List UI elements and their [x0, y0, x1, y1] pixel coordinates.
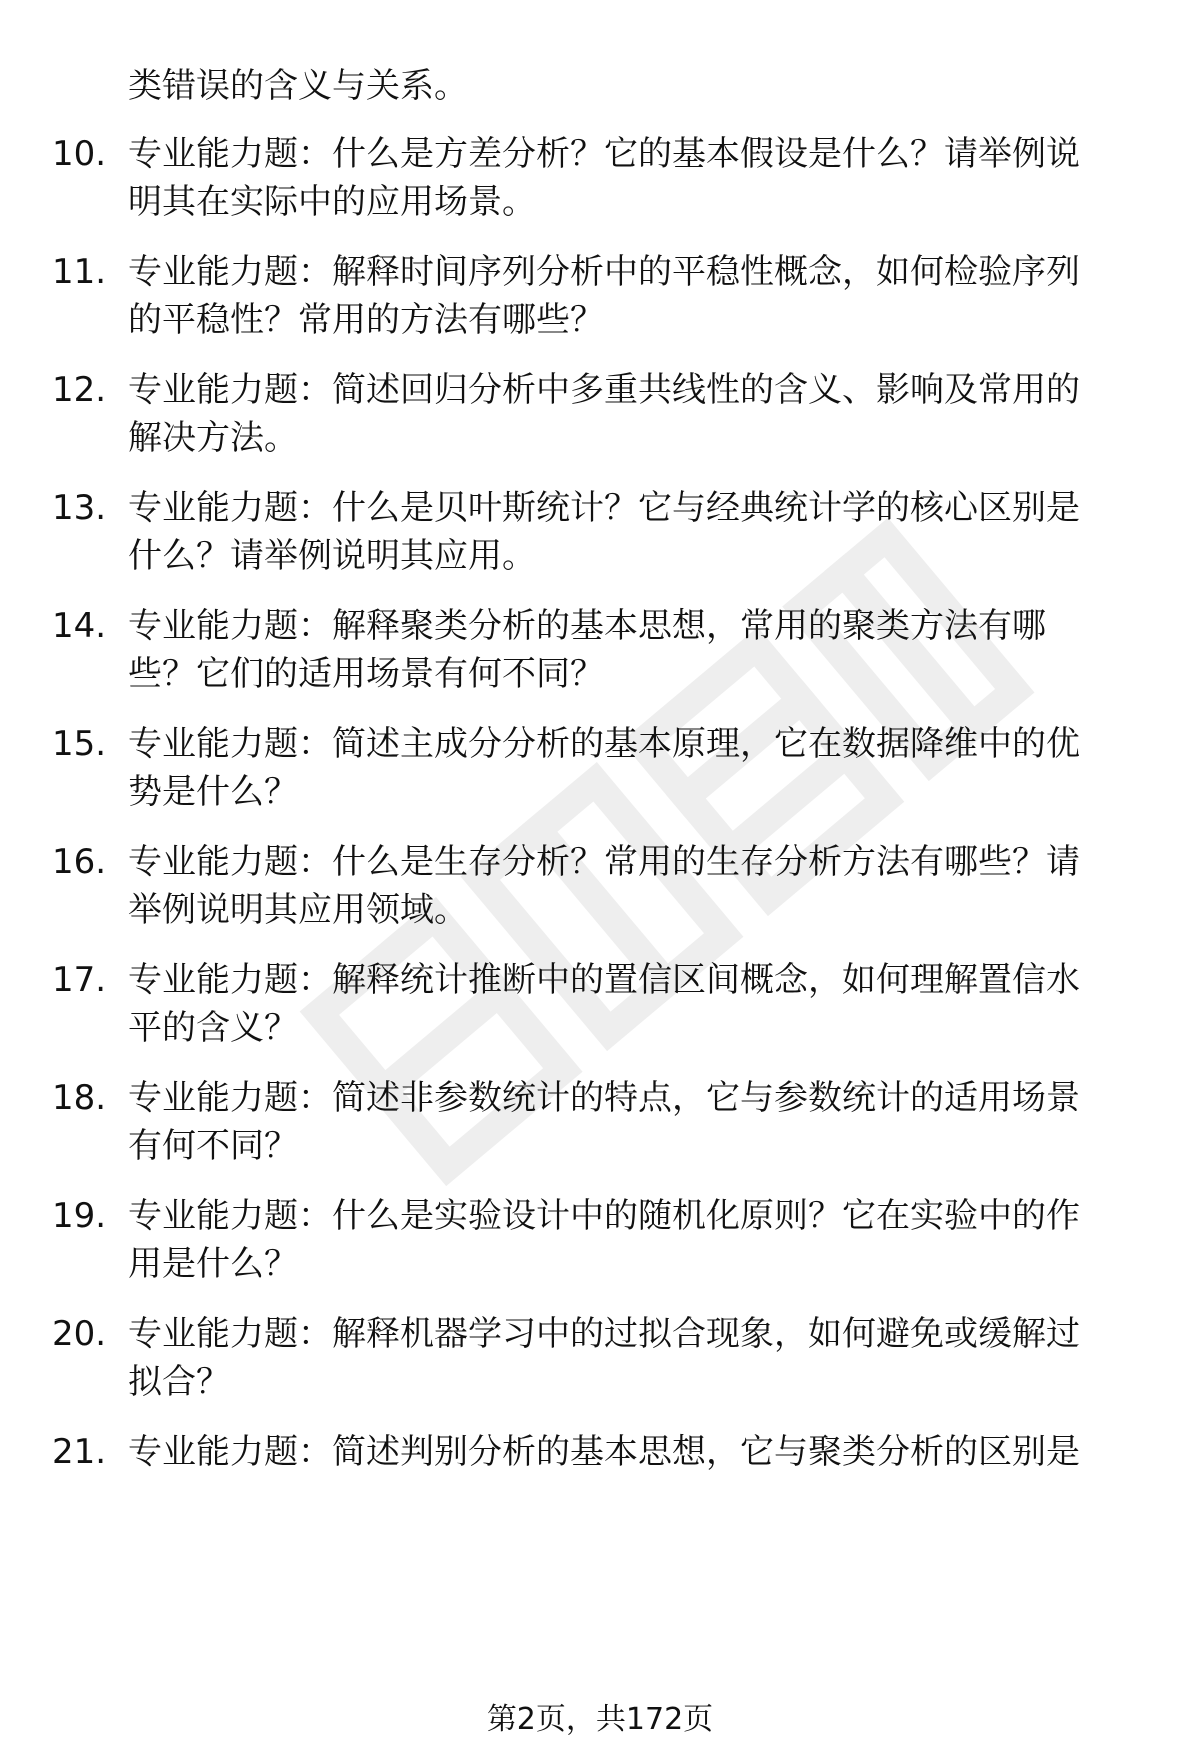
question-text-line: 专业能力题：什么是贝叶斯统计？它与经典统计学的核心区别是 — [128, 488, 1080, 528]
question-item — [0, 366, 1200, 476]
question-item — [0, 602, 1200, 712]
question-number: 19. — [52, 1196, 107, 1236]
question-text-line: 专业能力题：解释聚类分析的基本思想，常用的聚类方法有哪 — [128, 606, 1046, 646]
question-text-line: 专业能力题：简述判别分析的基本思想，它与聚类分析的区别是 — [128, 1432, 1080, 1472]
question-text-line: 专业能力题：简述主成分分析的基本原理，它在数据降维中的优 — [128, 724, 1080, 764]
question-text-line: 势是什么？ — [128, 772, 298, 812]
question-number: 21. — [52, 1432, 107, 1472]
question-number: 17. — [52, 960, 107, 1000]
question-number: 13. — [52, 488, 107, 528]
question-text-line: 什么？请举例说明其应用。 — [128, 536, 536, 576]
question-text-line: 举例说明其应用领域。 — [128, 890, 468, 930]
question-item — [0, 1074, 1200, 1184]
question-number: 15. — [52, 724, 107, 764]
question-number: 16. — [52, 842, 107, 882]
question-text-line: 用是什么？ — [128, 1244, 298, 1284]
question-number: 14. — [52, 606, 107, 646]
question-item — [0, 130, 1200, 240]
question-text-line: 解决方法。 — [128, 418, 298, 458]
question-item — [0, 956, 1200, 1066]
question-item — [0, 484, 1200, 594]
question-item — [0, 838, 1200, 948]
question-number: 18. — [52, 1078, 107, 1118]
question-text-line: 专业能力题：什么是生存分析？常用的生存分析方法有哪些？请 — [128, 842, 1080, 882]
question-text-line: 平的含义？ — [128, 1008, 298, 1048]
question-text-line: 的平稳性？常用的方法有哪些？ — [128, 300, 604, 340]
question-text-line: 专业能力题：解释机器学习中的过拟合现象，如何避免或缓解过 — [128, 1314, 1080, 1354]
question-item — [0, 248, 1200, 358]
question-item — [0, 1192, 1200, 1302]
question-number: 10. — [52, 134, 107, 174]
question-text-line: 明其在实际中的应用场景。 — [128, 182, 536, 222]
question-text-line: 专业能力题：解释统计推断中的置信区间概念，如何理解置信水 — [128, 960, 1080, 1000]
question-number: 12. — [52, 370, 107, 410]
question-text-line: 专业能力题：解释时间序列分析中的平稳性概念，如何检验序列 — [128, 252, 1080, 292]
question-item — [0, 720, 1200, 830]
question-text-line: 专业能力题：什么是方差分析？它的基本假设是什么？请举例说 — [128, 134, 1080, 174]
question-text-line: 专业能力题：简述非参数统计的特点，它与参数统计的适用场景 — [128, 1078, 1080, 1118]
question-text-line: 专业能力题：简述回归分析中多重共线性的含义、影响及常用的 — [128, 370, 1080, 410]
question-item — [0, 1310, 1200, 1420]
question-text-line: 有何不同？ — [128, 1126, 298, 1166]
page-footer: 第2页，共172页 — [486, 1702, 714, 1737]
question-item — [0, 1428, 1200, 1488]
question-number: 11. — [52, 252, 107, 292]
question-number: 20. — [52, 1314, 107, 1354]
question-text-line: 专业能力题：什么是实验设计中的随机化原则？它在实验中的作 — [128, 1196, 1080, 1236]
question-text-line: 些？它们的适用场景有何不同？ — [128, 654, 604, 694]
question-text-line: 拟合？ — [128, 1362, 230, 1402]
continuation-text: 类错误的含义与关系。 — [128, 66, 468, 106]
